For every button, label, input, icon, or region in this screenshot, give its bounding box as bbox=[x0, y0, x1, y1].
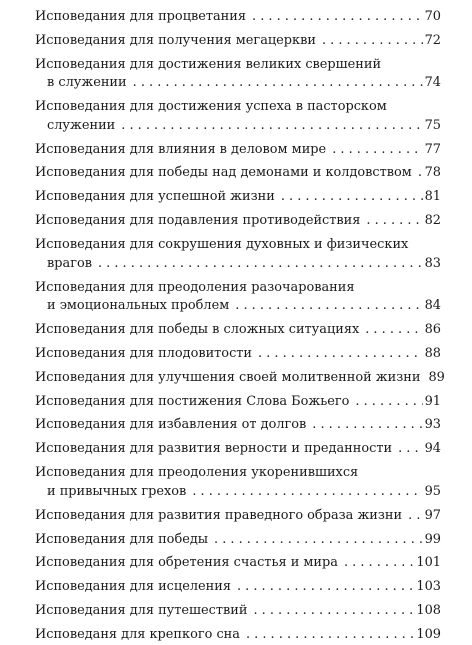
toc-line bbox=[35, 56, 441, 75]
toc-entry-title: Исповедания для достижения великих свершений bbox=[35, 56, 382, 72]
dot-leader bbox=[312, 416, 422, 435]
toc-entry-title: Исповедания для процветания bbox=[35, 9, 247, 24]
toc-entry-title: Исповедания для получения мегацеркви bbox=[35, 32, 316, 48]
toc-entry-title: Исповеданя для крепкого сна bbox=[35, 627, 240, 643]
toc-line bbox=[35, 416, 441, 435]
toc-page-number: 84 bbox=[424, 298, 441, 314]
dot-leader bbox=[344, 554, 414, 573]
toc-entry-title: Исповедания для улучшения своей молитвенной жизни bbox=[35, 369, 421, 385]
toc-entry[interactable] bbox=[35, 279, 441, 316]
toc-entry-title: Исповедания для преодоления укоренившихся bbox=[35, 465, 359, 481]
toc-line bbox=[35, 440, 441, 459]
toc-line bbox=[35, 531, 441, 550]
dot-leader bbox=[366, 212, 422, 231]
toc-entry-title: Исповедания для преодоления разочарования bbox=[35, 279, 355, 295]
toc-line bbox=[35, 578, 441, 597]
dot-leader bbox=[252, 8, 423, 27]
toc-line bbox=[35, 321, 441, 340]
toc-line bbox=[35, 279, 441, 298]
toc-page-number: 101 bbox=[416, 555, 441, 571]
toc-entry-title: Исповедания для развития праведного образа жизни bbox=[35, 507, 403, 523]
toc-entry[interactable] bbox=[35, 602, 441, 621]
toc-entry[interactable] bbox=[35, 393, 441, 412]
toc-entry-title: врагов bbox=[47, 255, 92, 271]
dot-leader bbox=[398, 440, 423, 459]
dot-leader bbox=[98, 255, 423, 274]
toc-line bbox=[35, 188, 441, 207]
toc-page-number: 82 bbox=[424, 213, 441, 229]
toc-line bbox=[35, 464, 441, 483]
toc-entry-title: Исповедания для достижения успеха в пасторском bbox=[35, 99, 387, 115]
dot-leader bbox=[253, 602, 414, 621]
toc-entry[interactable] bbox=[35, 531, 441, 550]
dot-leader bbox=[322, 32, 423, 51]
toc-page-number: 78 bbox=[424, 165, 441, 181]
dot-leader bbox=[192, 483, 422, 502]
toc-line bbox=[35, 255, 441, 274]
toc-page-number: 99 bbox=[424, 531, 441, 547]
toc-entry-title: Исповедания для победы bbox=[35, 531, 209, 547]
toc-entry-title: Исповедания для постижения Слова Божьего bbox=[35, 393, 350, 409]
dot-leader bbox=[258, 345, 423, 364]
toc-entry[interactable] bbox=[35, 554, 441, 573]
toc-entry[interactable] bbox=[35, 464, 441, 501]
toc-page-number: 108 bbox=[416, 603, 441, 619]
toc-entry[interactable] bbox=[35, 164, 441, 183]
toc-entry[interactable] bbox=[35, 416, 441, 435]
toc-line bbox=[35, 369, 445, 388]
dot-leader bbox=[281, 188, 423, 207]
toc-entry-title: Исповедания для избавления от долгов bbox=[35, 417, 307, 433]
toc-page-number: 81 bbox=[424, 189, 441, 205]
toc-entry[interactable] bbox=[35, 345, 441, 364]
toc-entry-title: Исповедания для успешной жизни bbox=[35, 189, 275, 205]
dot-leader bbox=[355, 393, 422, 412]
toc-entry-title: Исповедания для развития верности и преданности bbox=[35, 441, 393, 457]
toc-page-number: 88 bbox=[424, 345, 441, 361]
toc-page-number: 95 bbox=[424, 483, 441, 499]
toc-page-number: 97 bbox=[424, 507, 441, 523]
toc-page-number: 83 bbox=[424, 255, 441, 271]
toc-entry[interactable] bbox=[35, 188, 441, 207]
dot-leader bbox=[332, 141, 422, 160]
toc-entry[interactable] bbox=[35, 236, 441, 273]
toc-entry[interactable] bbox=[35, 578, 441, 597]
toc-line bbox=[35, 32, 441, 51]
toc-page-number: 72 bbox=[424, 32, 441, 48]
dot-leader bbox=[235, 297, 422, 316]
toc-entry-title: Исповедания для плодовитости bbox=[35, 345, 253, 361]
toc-entry[interactable] bbox=[35, 56, 441, 93]
toc-entry-title: и привычных грехов bbox=[47, 483, 187, 499]
toc-page-number: 75 bbox=[424, 117, 441, 133]
toc-entry-title: Исповедания для победы в сложных ситуациях bbox=[35, 321, 360, 337]
toc-page-number: 91 bbox=[424, 393, 441, 409]
toc-line bbox=[35, 74, 441, 93]
toc-page-number: 103 bbox=[416, 579, 441, 595]
dot-leader bbox=[365, 321, 422, 340]
dot-leader bbox=[237, 578, 414, 597]
toc-page-number: 70 bbox=[424, 9, 441, 24]
toc-entry-title: Исповедания для победы над демонами и колдовством bbox=[35, 165, 412, 181]
toc-line bbox=[35, 602, 441, 621]
dot-leader bbox=[418, 164, 423, 183]
toc-entry-title: Исповедания для подавления противодействия bbox=[35, 213, 361, 229]
toc-line bbox=[35, 483, 441, 502]
toc-line bbox=[35, 212, 441, 231]
toc-entry-title: Исповедания для обретения счастья и мира bbox=[35, 555, 338, 571]
dot-leader bbox=[408, 507, 422, 526]
toc-entry-title: Исповедания для исцеления bbox=[35, 579, 231, 595]
toc-line bbox=[35, 393, 441, 412]
dot-leader bbox=[121, 117, 422, 136]
toc-entry[interactable] bbox=[35, 212, 441, 231]
toc-line bbox=[35, 141, 441, 160]
toc-page-number: 86 bbox=[424, 321, 441, 337]
toc-entry-title: Исповедания для сокрушения духовных и физических bbox=[35, 237, 409, 253]
toc-entry[interactable] bbox=[35, 8, 441, 27]
toc-line bbox=[35, 345, 441, 364]
toc-entry-title: Исповедания для путешествий bbox=[35, 603, 248, 619]
toc-line bbox=[35, 117, 441, 136]
toc-entry[interactable] bbox=[35, 369, 445, 388]
toc-page-number: 109 bbox=[416, 627, 441, 643]
toc-entry[interactable] bbox=[35, 626, 441, 645]
toc-line bbox=[35, 98, 441, 117]
dot-leader bbox=[214, 531, 423, 550]
toc-entry[interactable] bbox=[35, 507, 441, 526]
toc-line bbox=[35, 297, 441, 316]
toc-line bbox=[35, 8, 441, 27]
toc-page-number: 77 bbox=[424, 141, 441, 157]
toc-page-number: 94 bbox=[424, 441, 441, 457]
dot-leader bbox=[133, 74, 423, 93]
toc-entry-title: в служении bbox=[47, 75, 127, 91]
toc-line bbox=[35, 626, 441, 645]
toc-entry[interactable] bbox=[35, 321, 441, 340]
toc-page-number: 93 bbox=[424, 417, 441, 433]
toc-entry[interactable] bbox=[35, 32, 441, 51]
toc-page-number: 89 bbox=[428, 369, 445, 385]
toc-entry[interactable] bbox=[35, 141, 441, 160]
toc-page-number: 74 bbox=[424, 75, 441, 91]
toc-line bbox=[35, 554, 441, 573]
toc-line bbox=[35, 507, 441, 526]
toc-line bbox=[35, 164, 441, 183]
toc-entry[interactable] bbox=[35, 98, 441, 135]
toc-entry-title: Исповедания для влияния в деловом мире bbox=[35, 141, 327, 157]
toc-entry-title: и эмоциональных проблем bbox=[47, 298, 230, 314]
toc-entry-title: служении bbox=[47, 117, 116, 133]
toc-entry[interactable] bbox=[35, 440, 441, 459]
toc-line bbox=[35, 236, 441, 255]
dot-leader bbox=[246, 626, 414, 645]
